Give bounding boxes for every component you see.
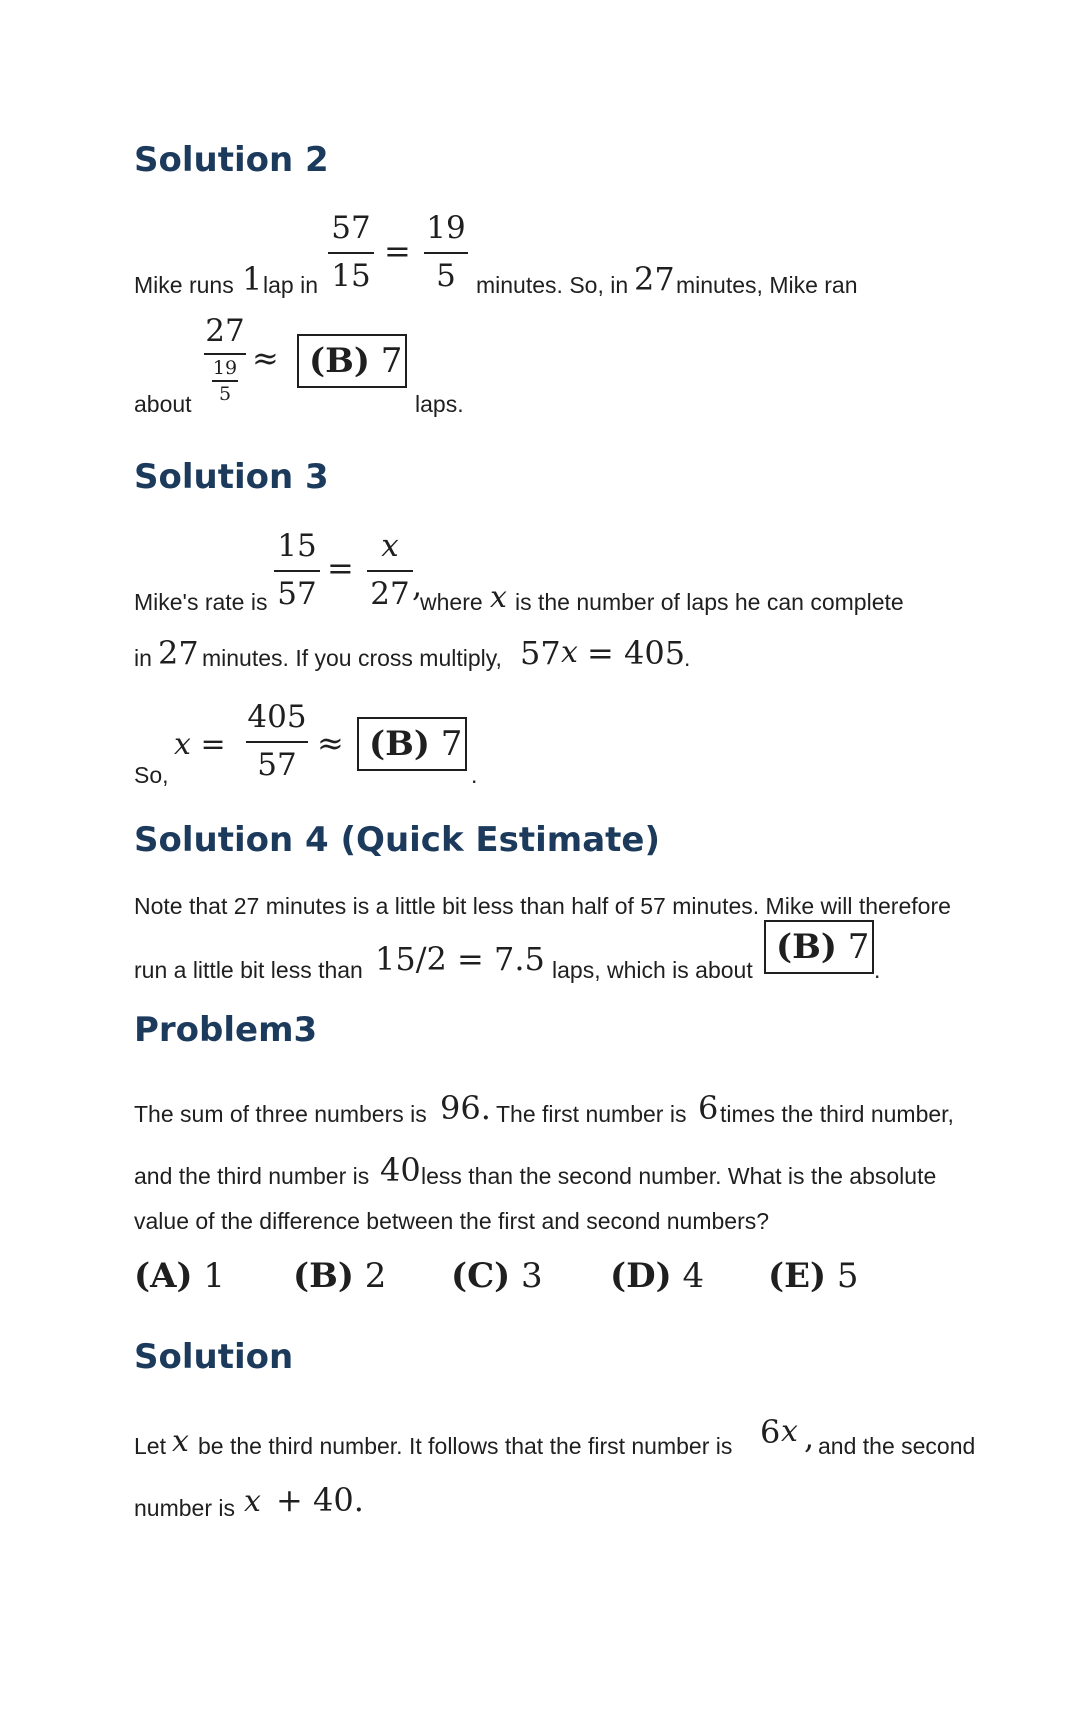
- choice-value: 4: [682, 1256, 705, 1296]
- period: .: [684, 645, 691, 671]
- choice-b: [293, 1256, 386, 1296]
- math-15-over-2-equals-7-5: 15/2 = 7.5: [375, 940, 545, 978]
- text-note-line: Note that 27 minutes is a little bit less than half of 57 minutes. Mike will therefore: [134, 893, 951, 919]
- answer-letter: (B): [309, 341, 370, 381]
- answer-box: [297, 334, 407, 388]
- fraction-x-over-27: [367, 526, 413, 614]
- equals-sign: =: [384, 232, 411, 270]
- fraction-numerator: 15: [277, 528, 317, 564]
- fraction-15-over-57: [274, 526, 320, 614]
- fraction-denominator: 57: [257, 747, 297, 783]
- choice-d: [610, 1256, 704, 1296]
- choice-letter: (B): [293, 1256, 354, 1296]
- fraction-numerator: 27: [205, 313, 245, 349]
- math-var-x: x: [781, 1414, 798, 1449]
- choice-e: [768, 1256, 859, 1296]
- text-first-number-is: The first number is: [496, 1101, 687, 1127]
- text-less-than-second: less than the second number. What is the absolute: [421, 1163, 937, 1189]
- nested-fraction-denominator: 5: [218, 382, 232, 405]
- text-about: about: [134, 391, 192, 417]
- text-times-the-third: times the third number,: [720, 1101, 954, 1127]
- approx-sign: ≈: [317, 724, 344, 762]
- fraction-denominator: 27: [370, 576, 410, 612]
- text-minutes-so-in: minutes. So, in: [476, 272, 629, 298]
- math-var-x: x: [490, 580, 507, 615]
- math-one: 1: [242, 260, 263, 298]
- solution-heading: Solution: [134, 1337, 294, 1377]
- math-var-x: x: [244, 1484, 261, 1519]
- math-var-x: x: [561, 635, 578, 670]
- math-x-equals: x =: [174, 727, 226, 762]
- text-cross-multiply: minutes. If you cross multiply,: [202, 645, 502, 671]
- answer-letter: (B): [369, 724, 430, 764]
- fraction-bar: [246, 741, 308, 743]
- math-57: 57: [520, 634, 561, 672]
- choice-value: 5: [836, 1256, 859, 1296]
- nested-fraction-bar: [212, 380, 238, 382]
- fraction-bar: [424, 252, 468, 254]
- solution-4-heading: Solution 4 (Quick Estimate): [134, 820, 661, 860]
- choice-letter: (A): [134, 1256, 193, 1296]
- nested-fraction-numerator: 19: [212, 357, 238, 379]
- text-mike-runs: Mike runs: [134, 272, 234, 298]
- text-be-the-third: be the third number. It follows that the first number is: [198, 1433, 733, 1459]
- fraction-numerator: x: [381, 528, 399, 564]
- fraction-bar: [367, 570, 413, 572]
- choice-value: 3: [521, 1256, 543, 1296]
- comma: ,: [412, 566, 423, 604]
- fraction-bar: [328, 252, 374, 254]
- fraction-numerator: 57: [331, 210, 371, 246]
- text-value-of-difference: value of the difference between the first and second numbers?: [134, 1208, 770, 1234]
- text-sum-of-three: The sum of three numbers is: [134, 1101, 427, 1127]
- approx-sign: ≈: [252, 339, 279, 377]
- answer-box: [764, 920, 874, 974]
- fraction-numerator: 405: [247, 699, 307, 735]
- math-var-x: x: [172, 1424, 189, 1459]
- fraction-bar: [274, 570, 320, 572]
- math-40: 40: [380, 1151, 421, 1189]
- choice-letter: (C): [451, 1256, 511, 1296]
- text-and-the-second: and the second: [818, 1433, 976, 1459]
- math-6: 6: [698, 1089, 719, 1127]
- math-27: 27: [634, 260, 675, 298]
- math-plus-40: + 40.: [276, 1481, 364, 1519]
- fraction-numerator: 19: [426, 210, 466, 246]
- choice-c: [451, 1256, 543, 1296]
- math-equals-405: = 405: [587, 634, 686, 672]
- fraction-denominator: 15: [331, 258, 371, 294]
- math-6: 6: [760, 1413, 781, 1451]
- fraction-405-over-57: [246, 697, 308, 785]
- text-laps-which-is-about: laps, which is about: [552, 957, 753, 983]
- text-number-is: number is: [134, 1495, 235, 1521]
- fraction-57-over-15: [328, 208, 374, 296]
- choice-letter: (E): [768, 1256, 827, 1296]
- text-where: where: [420, 589, 483, 615]
- solution-2-heading: Solution 2: [134, 140, 329, 180]
- math-96: 96.: [440, 1089, 491, 1127]
- period: .: [874, 957, 881, 983]
- text-lap-in: lap in: [263, 272, 318, 298]
- choice-value: 1: [203, 1256, 226, 1296]
- choice-value: 2: [364, 1256, 387, 1296]
- solution-3-heading: Solution 3: [134, 457, 329, 497]
- choice-a: [134, 1256, 225, 1296]
- text-run-a-little: run a little bit less than: [134, 957, 363, 983]
- fraction-denominator: 5: [436, 258, 456, 294]
- answer-value: 7: [440, 724, 463, 764]
- math-27: 27: [158, 634, 199, 672]
- text-is-the-number-of-laps: is the number of laps he can complete: [515, 589, 904, 615]
- fraction-denominator: 57: [277, 576, 317, 612]
- choice-letter: (D): [610, 1256, 672, 1296]
- answer-value: 7: [380, 341, 403, 381]
- text-mikes-rate-is: Mike's rate is: [134, 589, 268, 615]
- text-in: in: [134, 645, 152, 671]
- text-let: Let: [134, 1433, 166, 1459]
- fraction-27-over-19-5: [204, 312, 246, 405]
- text-minutes-mike-ran: minutes, Mike ran: [676, 272, 858, 298]
- answer-value: 7: [847, 927, 870, 967]
- fraction-19-over-5: [424, 208, 468, 296]
- comma: ,: [804, 1418, 815, 1456]
- period: .: [471, 762, 478, 788]
- problem-3-heading: Problem3: [134, 1010, 318, 1050]
- text-third-number-is: and the third number is: [134, 1163, 370, 1189]
- answer-box: [357, 717, 467, 771]
- text-laps: laps.: [415, 391, 464, 417]
- answer-letter: (B): [776, 927, 837, 967]
- text-so: So,: [134, 762, 169, 788]
- equals-sign: =: [327, 549, 354, 587]
- fraction-bar: [204, 353, 246, 355]
